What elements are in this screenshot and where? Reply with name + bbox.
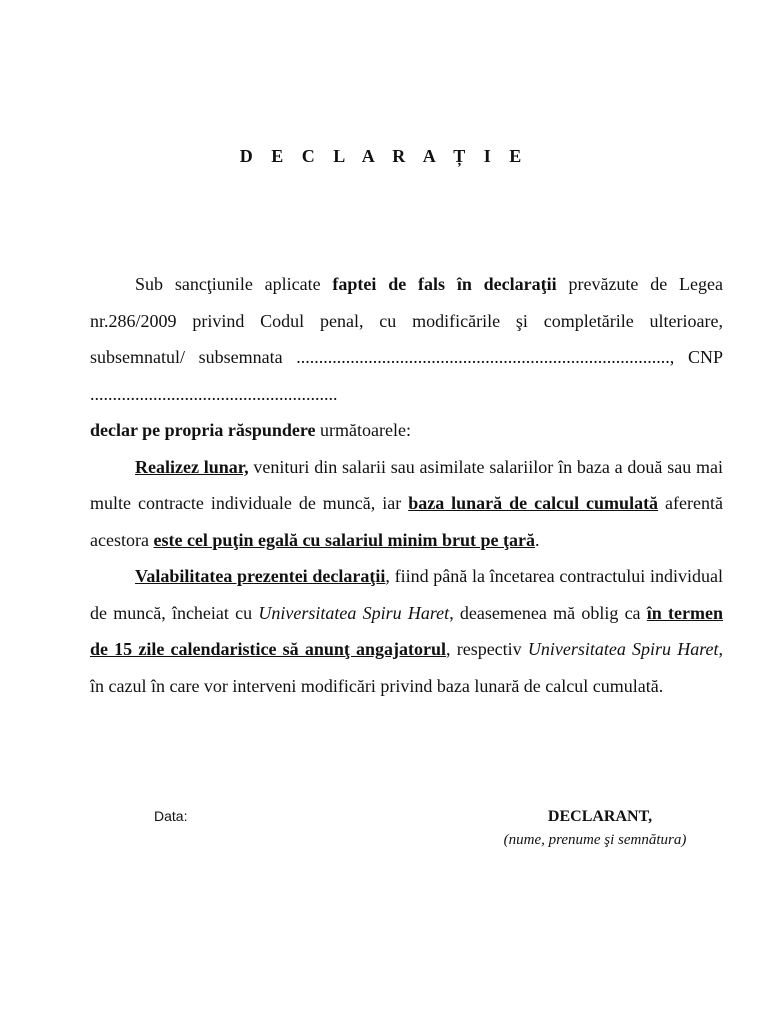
- p1-bold-fals: faptei de fals în declaraţii: [332, 274, 557, 294]
- document-body: [90, 266, 723, 704]
- date-label: Data:: [154, 808, 188, 824]
- p4-underline-termen: în termen de 15 zile calendaristice să anunţ angajatorul: [90, 602, 724, 659]
- p2-bold-declar: declar pe propria răspundere: [90, 420, 316, 440]
- p3-text-1: venituri din salarii sau asimilate salariilor în baza a două sau mai multe contracte individuale de muncă, iar: [90, 456, 723, 513]
- paragraph-valabilitate: [90, 558, 723, 704]
- paragraph-venituri: [90, 449, 723, 559]
- p4-text-1: , fiind până la încetarea contractului individual de muncă, încheiat cu: [90, 566, 723, 623]
- signature-hint: (nume, prenume şi semnătura): [503, 832, 687, 848]
- p4-text-2: , deasemenea mă oblig ca: [449, 602, 647, 623]
- document-title: D E C L A R A Ț I E: [239, 146, 529, 166]
- paragraph-legal-basis: [90, 266, 723, 412]
- p4-italic-universitatea-1: Universitatea Spiru Haret: [258, 602, 450, 623]
- p3-underline-salariu: este cel puţin egală cu salariul minim brut pe ţară: [153, 529, 535, 550]
- p4-italic-universitatea-2: Universitatea Spiru Haret: [527, 639, 719, 659]
- p4-underline-valabilitatea: Valabilitatea prezentei declaraţii: [135, 566, 386, 586]
- p1-text-2: prevăzute de Legea nr.286/2009 privind Codul penal, cu modificările şi completările ulterioare, subsemnatul/ subsemnata ..................................................................................., CNP .......................................................: [90, 274, 724, 404]
- p4-text-4: , în cazul în care vor interveni modificări privind baza lunară de calcul cumulată.: [90, 639, 724, 696]
- p4-text-3: , respectiv: [446, 639, 528, 659]
- p3-text-3: .: [534, 529, 540, 550]
- p3-text-2: aferentă acestora: [90, 493, 723, 550]
- declarant-label: DECLARANT,: [547, 808, 653, 825]
- p3-underline-baza: baza lunară de calcul cumulată: [408, 493, 659, 513]
- p1-text-1: Sub sancţiunile aplicate: [135, 274, 333, 294]
- paragraph-declar: [90, 412, 723, 449]
- p3-underline-realizez: Realizez lunar,: [135, 456, 249, 477]
- p2-text-1: următoarele:: [315, 420, 411, 440]
